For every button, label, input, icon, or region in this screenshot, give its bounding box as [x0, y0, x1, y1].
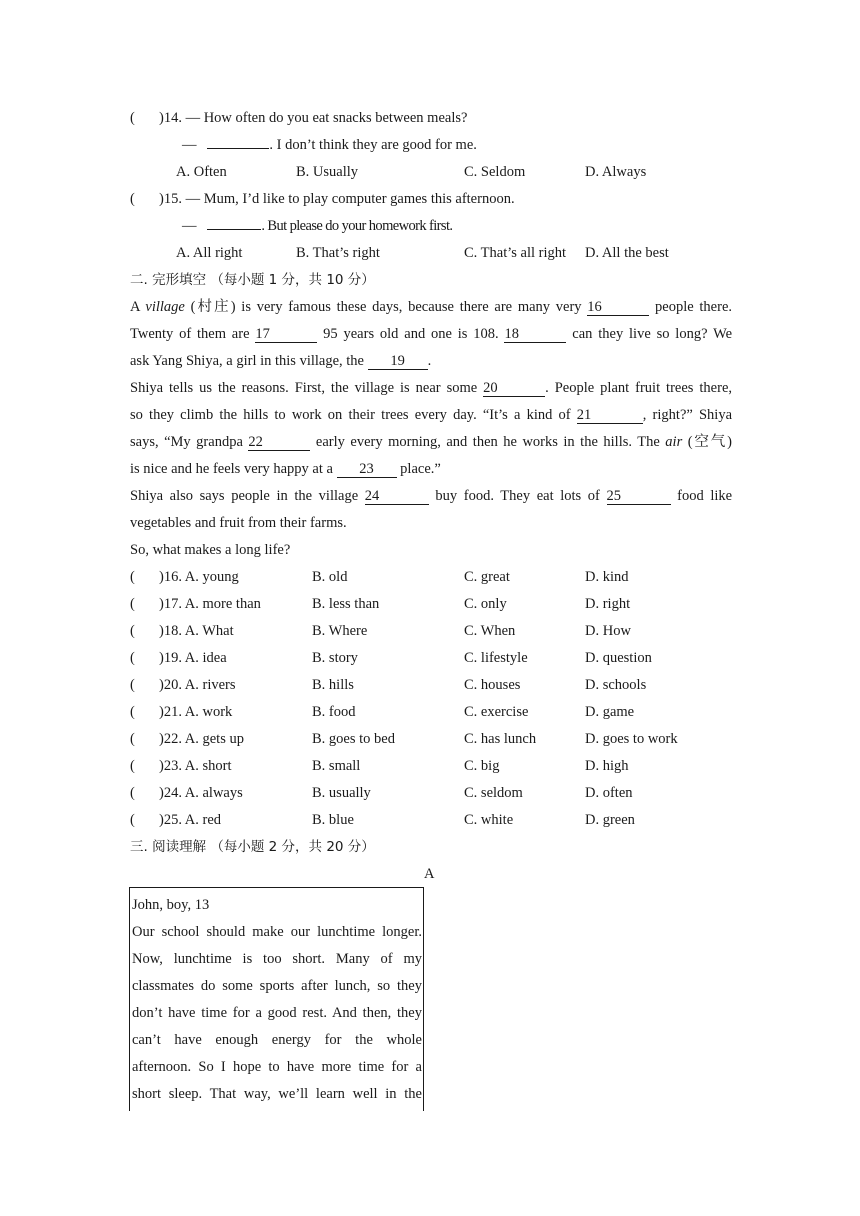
- question-14-option-a: A. Often: [176, 164, 227, 180]
- question-number: ( )24. A. always: [130, 785, 243, 801]
- answer-paren: (: [130, 191, 135, 207]
- answer-blank[interactable]: [207, 148, 269, 149]
- question-number: ( )17. A. more than: [130, 596, 261, 612]
- cloze-line-4: Shiya tells us the reasons. First, the village is near some 20 . People plant fruit trees there,: [130, 380, 733, 396]
- question-number: ( )19. A. idea: [130, 650, 227, 666]
- cloze-line-8: Shiya also says people in the village 24 buy food. They eat lots of 25 food like: [130, 488, 733, 504]
- answer-paren: (: [130, 110, 135, 126]
- option-c: C. great: [464, 569, 510, 585]
- option-b: B. old: [312, 569, 348, 585]
- passage-line: don’t have time for a good rest. And then, they: [132, 1005, 422, 1021]
- option-d: D. goes to work: [585, 731, 678, 747]
- question-number: ( )21. A. work: [130, 704, 233, 720]
- question-number: ( )23. A. short: [130, 758, 232, 774]
- cloze-blank-24[interactable]: 24: [365, 489, 429, 505]
- option-c: C. lifestyle: [464, 650, 528, 666]
- question-15-option-a: A. All right: [176, 245, 243, 261]
- cloze-blank-22[interactable]: 22: [248, 435, 310, 451]
- question-15-reply: — . But please do your homework first.: [182, 218, 453, 234]
- cloze-blank-16[interactable]: 16: [587, 300, 649, 316]
- option-c: C. only: [464, 596, 507, 612]
- question-15-option-d: D. All the best: [585, 245, 669, 261]
- option-b: B. hills: [312, 677, 354, 693]
- cloze-line-9: vegetables and fruit from their farms.: [130, 515, 347, 531]
- option-c: C. white: [464, 812, 514, 828]
- option-d: D. game: [585, 704, 635, 720]
- cloze-blank-20[interactable]: 20: [483, 381, 545, 397]
- question-number: ( )20. A. rivers: [130, 677, 236, 693]
- option-c: C. big: [464, 758, 500, 774]
- cloze-line-5: so they climb the hills to work on their trees every day. “It’s a kind of 21 , right?” Shiya: [130, 407, 732, 423]
- option-b: B. small: [312, 758, 361, 774]
- option-b: B. food: [312, 704, 356, 720]
- option-b: B. usually: [312, 785, 371, 801]
- option-b: B. story: [312, 650, 358, 666]
- option-c: C. seldom: [464, 785, 523, 801]
- cloze-line-7: is nice and he feels very happy at a 23 place.”: [130, 461, 441, 477]
- option-b: B. goes to bed: [312, 731, 395, 747]
- question-number: ( )25. A. red: [130, 812, 222, 828]
- passage-line: short sleep. That way, we’ll learn well in the: [132, 1086, 422, 1102]
- option-d: D. schools: [585, 677, 647, 693]
- question-14-stem: ( )14. — How often do you eat snacks between meals?: [130, 110, 468, 126]
- option-d: D. question: [585, 650, 652, 666]
- question-number: ( )18. A. What: [130, 623, 234, 639]
- option-d: D. right: [585, 596, 631, 612]
- option-c: C. houses: [464, 677, 521, 693]
- cloze-blank-18[interactable]: 18: [504, 327, 566, 343]
- answer-blank[interactable]: [207, 229, 261, 230]
- passage-author: John, boy, 13: [132, 897, 210, 913]
- question-14-reply: — . I don’t think they are good for me.: [182, 137, 477, 153]
- option-c: C. has lunch: [464, 731, 537, 747]
- cloze-line-10: So, what makes a long life?: [130, 542, 291, 558]
- question-14-option-d: D. Always: [585, 164, 647, 180]
- cloze-blank-19[interactable]: 19: [368, 354, 428, 370]
- cloze-line-2: Twenty of them are 17 95 years old and one is 108. 18 can they live so long? We: [130, 326, 733, 342]
- section-3-heading: 三. 阅读理解 （每小题 2 分，共 20 分）: [130, 839, 375, 855]
- cloze-line-1: A village (村庄) is very famous these days, because there are many very 16 people there.: [130, 299, 732, 315]
- option-d: D. kind: [585, 569, 629, 585]
- option-d: D. How: [585, 623, 631, 639]
- passage-letter: A: [424, 866, 435, 882]
- option-b: B. blue: [312, 812, 354, 828]
- question-14-option-b: B. Usually: [296, 164, 359, 180]
- option-d: D. high: [585, 758, 629, 774]
- passage-line: Our school should make our lunchtime longer.: [132, 924, 422, 940]
- cloze-line-3: ask Yang Shiya, a girl in this village, the 19 .: [130, 353, 432, 369]
- question-15-option-b: B. That’s right: [296, 245, 380, 261]
- option-b: B. less than: [312, 596, 380, 612]
- passage-line: classmates do some sports after lunch, so they: [132, 978, 422, 994]
- question-number: ( )16. A. young: [130, 569, 239, 585]
- passage-line: Now, lunchtime is too short. Many of my: [132, 951, 422, 967]
- option-d: D. often: [585, 785, 633, 801]
- cloze-blank-17[interactable]: 17: [255, 327, 317, 343]
- cloze-blank-23[interactable]: 23: [337, 462, 397, 478]
- option-c: C. exercise: [464, 704, 529, 720]
- option-d: D. green: [585, 812, 635, 828]
- section-2-heading: 二. 完形填空 （每小题 1 分，共 10 分）: [130, 272, 375, 288]
- cloze-blank-21[interactable]: 21: [577, 408, 643, 424]
- question-15-stem: ( )15. — Mum, I’d like to play computer games this afternoon.: [130, 191, 515, 207]
- question-15-option-c: C. That’s all right: [464, 245, 567, 261]
- passage-line: can’t have enough energy for the whole: [132, 1032, 422, 1048]
- cloze-blank-25[interactable]: 25: [607, 489, 671, 505]
- question-14-option-c: C. Seldom: [464, 164, 526, 180]
- cloze-line-6: says, “My grandpa 22 early every morning, and then he works in the hills. The air (空气): [130, 434, 733, 450]
- option-b: B. Where: [312, 623, 368, 639]
- question-number: ( )22. A. gets up: [130, 731, 244, 747]
- option-c: C. When: [464, 623, 516, 639]
- reading-passage-box: [129, 887, 424, 1111]
- passage-line: afternoon. So I hope to have more time for a: [132, 1059, 422, 1075]
